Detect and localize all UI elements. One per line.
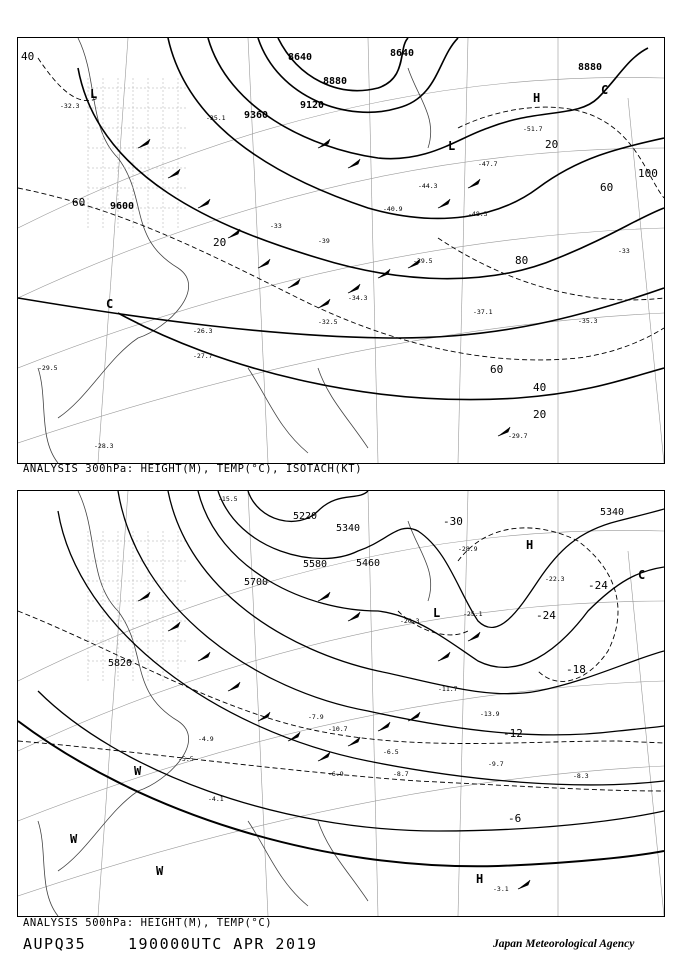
temp-label: -5.5 — [178, 755, 194, 763]
temp-label: -28.3 — [94, 442, 114, 450]
height-label: 5460 — [356, 558, 381, 569]
temp-label: -8.7 — [393, 770, 409, 778]
isotach-label: 40 — [533, 381, 547, 394]
map-500hpa-canvas — [18, 491, 664, 916]
chart-id: AUPQ35 — [23, 935, 87, 953]
temp-label: -4.1 — [208, 795, 224, 803]
caption-300hpa: ANALYSIS 300hPa: HEIGHT(M), TEMP(°C), ISOTACH(KT) — [23, 463, 363, 475]
isotach-label: 100 — [638, 167, 658, 180]
high-center: H — [533, 91, 541, 105]
temp-label: -29.7 — [508, 432, 528, 440]
height-contour-main-500 — [18, 721, 664, 866]
cold-center: C — [106, 297, 114, 311]
high-center: H — [526, 538, 534, 552]
isotach-label: 60 — [490, 363, 504, 376]
isotherm-label: -6 — [508, 812, 522, 825]
temp-label: -13.9 — [480, 710, 500, 718]
temp-label: -26.3 — [193, 327, 213, 335]
graticule-500 — [18, 491, 664, 916]
temp-label: -35.1 — [206, 114, 226, 122]
isotach-label: 20 — [533, 408, 547, 421]
temp-label: -34.3 — [348, 294, 368, 302]
isotach-label: 60 — [72, 196, 86, 209]
coastlines-300 — [38, 38, 431, 463]
cold-center: C — [601, 83, 609, 97]
warm-center: W — [134, 764, 142, 778]
height-label: 8640 — [288, 52, 313, 63]
temp-label: -39 — [318, 237, 330, 245]
height-label: 9360 — [244, 110, 269, 121]
temp-label: -47.7 — [478, 160, 498, 168]
isotherm-label: -24 — [536, 609, 556, 622]
temp-label: -40.9 — [383, 205, 403, 213]
temp-label: -28.9 — [458, 545, 478, 553]
map-500hpa — [17, 490, 665, 917]
cold-center: C — [638, 568, 646, 582]
temp-label: -48.3 — [468, 210, 488, 218]
temp-label: -35.3 — [578, 317, 598, 325]
height-label: 8880 — [323, 76, 348, 87]
map-300hpa — [17, 37, 665, 464]
valid-time: 190000UTC APR 2019 — [128, 935, 318, 953]
temp-label: -10.7 — [328, 725, 348, 733]
temp-label: -44.3 — [418, 182, 438, 190]
isotach-label: 20 — [545, 138, 559, 151]
graticule-300 — [18, 38, 664, 463]
temp-label: -39.5 — [413, 257, 433, 265]
temp-label: -32.5 — [318, 318, 338, 326]
temp-label: -6.9 — [328, 770, 344, 778]
temp-label: -33 — [270, 222, 282, 230]
agency-name: Japan Meteorological Agency — [493, 938, 635, 950]
height-label: 5580 — [303, 559, 328, 570]
temp-label: -22.3 — [545, 575, 565, 583]
temp-label: -51.7 — [523, 125, 543, 133]
isotach-label: 20 — [213, 236, 227, 249]
warm-center: W — [156, 864, 164, 878]
isotach-label: 40 — [21, 50, 35, 63]
temp-label: -27.7 — [193, 352, 213, 360]
temp-label: -3.1 — [493, 885, 509, 893]
height-label: 5340 — [336, 523, 361, 534]
height-label: 8640 — [390, 48, 415, 59]
high-center: H — [476, 872, 484, 886]
low-center: L — [433, 606, 441, 620]
height-label: 5340 — [600, 507, 625, 518]
caption-500hpa: ANALYSIS 500hPa: HEIGHT(M), TEMP(°C) — [23, 917, 273, 929]
temp-label: -15.5 — [218, 495, 238, 503]
height-label: 5700 — [244, 577, 269, 588]
height-label: 8880 — [578, 62, 603, 73]
height-label: 5820 — [108, 658, 133, 669]
temp-label: -6.5 — [383, 748, 399, 756]
temp-label: -8.3 — [573, 772, 589, 780]
temp-label: -20.3 — [400, 617, 420, 625]
temp-label: -37.1 — [473, 308, 493, 316]
map-300hpa-canvas — [18, 38, 664, 463]
height-contours-300 — [18, 38, 664, 400]
low-center: L — [448, 139, 456, 153]
wind-barbs-300 — [138, 139, 510, 436]
isotherm-label: -12 — [503, 727, 523, 740]
isotach-label: 60 — [600, 181, 614, 194]
warm-center: W — [70, 832, 78, 846]
temp-label: -33 — [618, 247, 630, 255]
isotach-label: 80 — [515, 254, 529, 267]
temp-label: -11.7 — [438, 685, 458, 693]
isotherm-label: -24 — [588, 579, 608, 592]
temp-label: -32.3 — [60, 102, 80, 110]
isotherm-label: -30 — [443, 515, 463, 528]
height-label: 9120 — [300, 100, 325, 111]
height-label: 9600 — [110, 201, 135, 212]
wind-barbs-500 — [138, 592, 530, 889]
temp-label: -29.5 — [38, 364, 58, 372]
temp-label: -9.7 — [488, 760, 504, 768]
low-center: L — [90, 87, 98, 101]
height-label: 5220 — [293, 511, 318, 522]
temp-label: -4.9 — [198, 735, 214, 743]
temp-label: -25.1 — [463, 610, 483, 618]
temp-label: -7.9 — [308, 713, 324, 721]
isotherm-label: -18 — [566, 663, 586, 676]
